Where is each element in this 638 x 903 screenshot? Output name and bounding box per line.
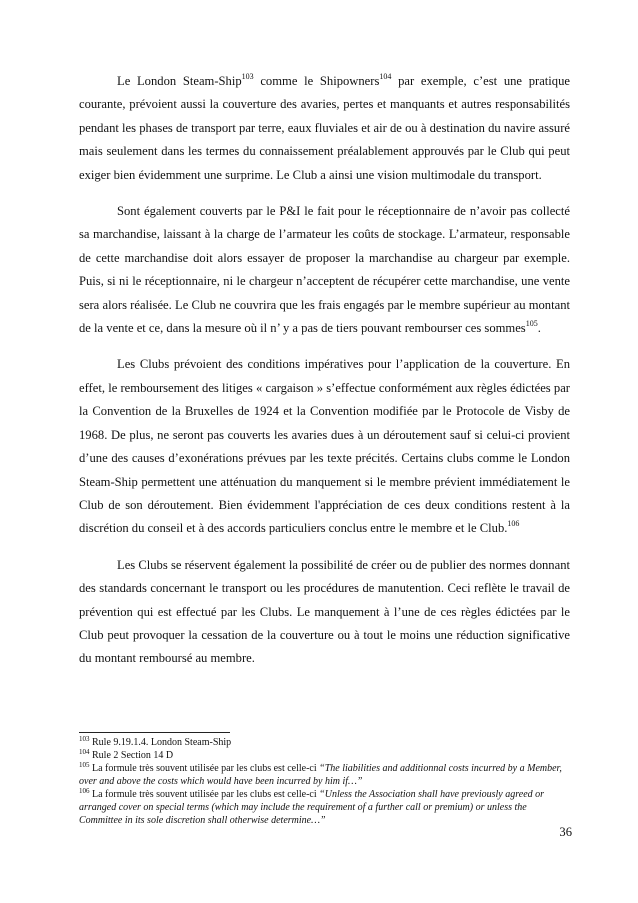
text-run: Les Clubs prévoient des conditions impératives pour l’application de la couverture. En effet, le remboursement des litiges « cargaison » s’effectue conformément aux règles édictées par la Convention de la Bruxelles de 1924 et la Convention modifiée par le Protocole de Visby de 1968. De plus, ne seront pas couverts les avaries dues à un déroutement sauf si celui-ci provient d’une des causes d’exonérations prévues par les texte précités. Certains clubs comme le London Steam-Ship permettent une atténuation du manquement si le membre prévient immédiatement le Club de son déroutement. Bien évidemment l'appréciation de ces deux conditions restent à la discrétion du conseil et à des accords particuliers conclus entre le membre et le Club.: [79, 357, 570, 536]
footnote-reference: 104: [79, 748, 90, 756]
quoted-clause: “The liabilities and additionnal costs incurred by a Member, over and above the costs which would have been incurred by him if…”: [79, 763, 562, 787]
footnote-reference: 103: [241, 72, 254, 81]
footnote: [79, 762, 572, 788]
text-run: Les Clubs se réservent également la possibilité de créer ou de publier des normes donnant des standards concernant le transport ou les procédures de manutention. Ceci reflète le travail de prévention qui est effectué par les Clubs. Le manquement à l’une de ces règles édictées par le Club peut provoquer la cessation de la couverture ou à tout le moins une réduction significative du montant remboursé au membre.: [79, 557, 570, 666]
quoted-clause: “Unless the Association shall have previously agreed or arranged cover on special terms (which may include the requirement of a further call or premium) or unless the Committee in its sole discretion shall otherwise determine…”: [79, 789, 545, 826]
paragraph: [79, 353, 570, 540]
page-number: 36: [559, 825, 572, 839]
text-run: Rule 9.19.1.4. London Steam-Ship: [89, 737, 232, 748]
text-run: La formule très souvent utilisée par les clubs est celle-ci: [89, 789, 320, 800]
paragraph: [79, 200, 570, 340]
paragraph: [79, 554, 570, 671]
footnote-reference: 105: [79, 761, 90, 769]
text-run: comme le Shipowners: [253, 74, 380, 88]
text-run: La formule très souvent utilisée par les clubs est celle-ci: [89, 763, 320, 774]
footnote-separator: [79, 732, 230, 733]
paragraph: [79, 70, 570, 187]
text-run: Le London Steam-Ship: [117, 74, 242, 88]
text-run: par exemple, c’est une pratique courante, prévoient aussi la couverture des avaries, pertes et manquants et autres responsabilités pendant les phases de transport par terre, eaux fluviales et air de ou à destination du navire assuré mais seulement dans les termes du connaissement préalablement approuvés par le Club qui peut exiger bien évidemment une surprime. Le Club a ainsi une vision multimodale du transport.: [79, 74, 570, 182]
footnote-reference: 106: [79, 787, 90, 795]
footnotes: [79, 736, 572, 827]
text-run: Sont également couverts par le P&I le fait pour le réceptionnaire de n’avoir pas collecté sa marchandise, laissant à la charge de l’armateur les coûts de stockage. L’armateur, responsable de cette marchandise doit alors essayer de proposer la marchandise au chargeur par exemple. Puis, si ni le réceptionnaire, ni le chargeur n’acceptent de récupérer cette marchandise, une vente sera alors réalisée. Le Club ne couvrira que les frais engagés par le membre supérieur au montant de la vente et ce, dans la mesure où il n’ y a pas de tiers pouvant rembourser ces sommes: [79, 204, 570, 336]
footnote-reference: 105: [525, 319, 538, 329]
text-run: Rule 2 Section 14 D: [89, 750, 174, 761]
footnote: [79, 736, 572, 749]
text-run: .: [537, 321, 541, 336]
footnote-reference: 104: [379, 72, 392, 81]
footnote-reference: 106: [507, 519, 520, 529]
footnote: [79, 749, 572, 762]
body-text: [79, 70, 570, 684]
footnote-reference: 103: [79, 735, 90, 743]
footnote: [79, 788, 572, 827]
